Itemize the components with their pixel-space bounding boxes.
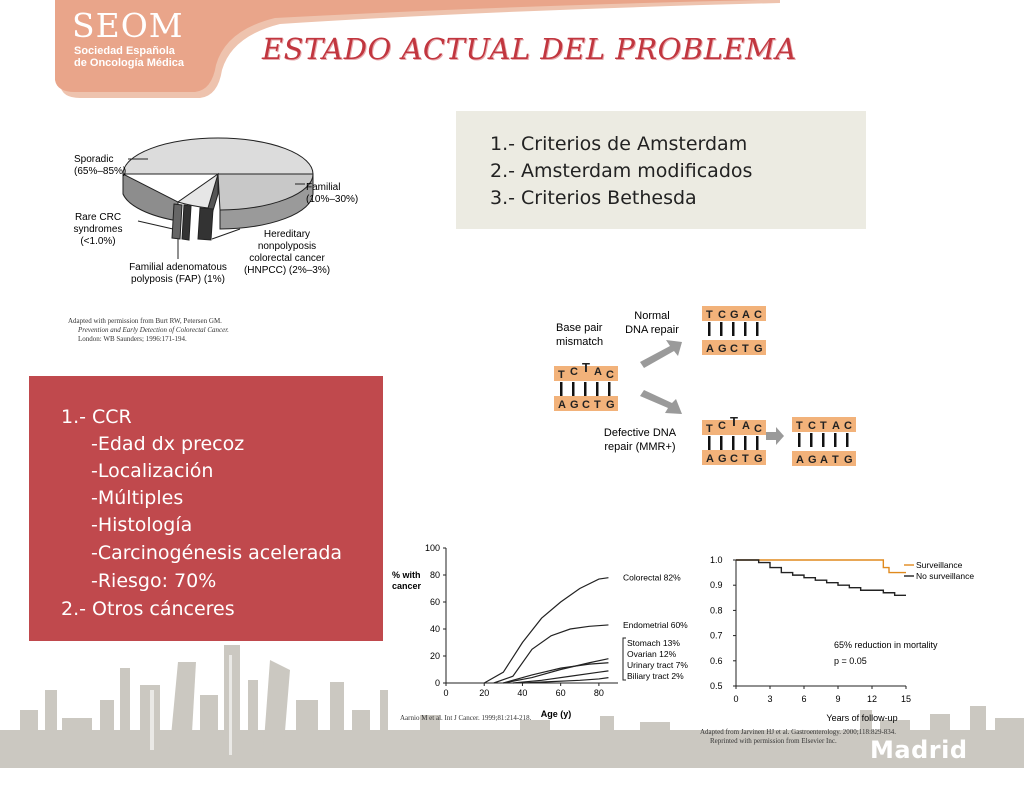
mismatch-top-base: T — [558, 369, 565, 381]
pie-label-hnpcc3: colorectal cancer — [249, 253, 325, 264]
chart2-xtick-label: 6 — [801, 694, 807, 704]
pie-label-familial: Familial — [306, 182, 341, 193]
defective-top-base: T — [706, 423, 713, 435]
page-title: ESTADO ACTUAL DEL PROBLEMA — [262, 32, 797, 66]
mismatch-top-base: C — [570, 366, 578, 378]
chart2-ytick-label: 1.0 — [710, 555, 723, 565]
result-rung — [810, 433, 813, 447]
result-bottom-base: A — [820, 454, 828, 466]
defective-top-base: T — [730, 414, 738, 429]
defective-rung — [744, 436, 747, 450]
mismatch-top-base: C — [606, 369, 614, 381]
result-top-base: C — [844, 420, 852, 432]
chart2-ytick-label: 0.9 — [710, 580, 723, 591]
dna-label-mismatch: mismatch — [556, 336, 604, 348]
chart2-legend — [904, 560, 974, 581]
chart1-label-colorectal: Colorectal 82% — [623, 572, 681, 583]
normal-bottom-base: C — [730, 343, 738, 355]
seom-logo: SEOM — [72, 6, 184, 45]
chart1-caption: Aarnio M et al. Int J Cancer. 1999;81:214-218. — [400, 714, 532, 722]
dna-label-normal: Normal — [634, 310, 670, 322]
chart1-ylabel-2: cancer — [392, 581, 422, 591]
result-top-base: T — [820, 420, 827, 432]
dna-label-base-pair: Base pair — [556, 322, 603, 334]
criteria-list — [456, 111, 866, 212]
normal-rung — [744, 322, 747, 336]
result-rung — [798, 433, 801, 447]
chart2-legend-label: No surveillance — [916, 571, 975, 581]
chart1-label-endometrial: Endometrial 60% — [623, 619, 688, 630]
normal-rung — [708, 322, 711, 336]
normal-top-base: C — [718, 309, 726, 321]
pie-caption: Adapted with permission from Burt RW, Petersen GM. Prevention and Early Detection of Colorectal Cancer. London: WB Saunders; 1996:171-194. — [68, 317, 229, 343]
mismatch-rung — [572, 382, 575, 396]
normal-top-base: G — [730, 309, 739, 321]
result-rung — [846, 433, 849, 447]
normal-top-base: T — [706, 309, 713, 321]
chart2-xtick-label: 3 — [767, 694, 773, 704]
defective-bottom-base: G — [718, 453, 727, 465]
arrow-normal-repair-icon — [640, 340, 682, 368]
result-rung — [822, 433, 825, 447]
ccr-item-localizacion: -Localización — [91, 460, 214, 482]
mismatch-rung — [608, 382, 611, 396]
mismatch-rung — [560, 382, 563, 396]
pie-label-hnpcc1: Hereditary — [263, 229, 311, 240]
ccr-box — [29, 376, 383, 641]
arrow-defective-repair-icon — [640, 390, 682, 414]
ccr-item-edad: -Edad dx precoz — [91, 433, 245, 455]
chart1-label-2: Stomach 13% — [627, 638, 680, 648]
ccr-footer: 2.- Otros cánceres — [61, 598, 235, 620]
footer-city: Madrid — [870, 736, 968, 764]
defective-top-base: C — [718, 420, 726, 432]
pie-label-fap2: polyposis (FAP) (1%) — [131, 274, 225, 285]
normal-bottom-base: T — [742, 343, 749, 355]
normal-top-base: A — [742, 309, 750, 321]
chart1-xtick-label: 80 — [593, 688, 604, 698]
normal-rung — [756, 322, 759, 336]
pie-label-rare3: (<1.0%) — [80, 236, 116, 247]
cumulative-incidence-chart — [388, 540, 708, 730]
chart1-series — [484, 578, 608, 683]
mismatch-top-base: A — [594, 366, 602, 378]
ccr-heading: 1.- CCR — [61, 406, 132, 428]
mismatch-bottom-base: C — [582, 399, 590, 411]
pie-label-hnpcc4: (HNPCC) (2%–3%) — [243, 265, 331, 276]
defective-top-base: C — [754, 423, 762, 435]
defective-bottom-base: A — [706, 453, 714, 465]
chart1-label-3: Ovarian 12% — [627, 649, 677, 659]
pie-chart-figure — [60, 104, 390, 344]
pie-label-hnpcc2: nonpolyposis — [257, 241, 317, 252]
criteria-item-amsterdam: 1.- Criterios de Amsterdam — [490, 133, 748, 155]
normal-bottom-base: G — [754, 343, 763, 355]
chart1-series-labels — [623, 573, 688, 681]
result-top-base: C — [808, 420, 816, 432]
criteria-item-bethesda: 3.- Criterios Bethesda — [490, 187, 697, 209]
chart1-ylabel-1: % with — [392, 570, 421, 580]
chart1-xlabel: Age (y) — [540, 709, 572, 719]
chart2-xtick-label: 15 — [900, 694, 912, 704]
chart2-caption: Adapted from Jarvinen HJ et al. Gastroenterology. 2000;118:829-834. Reprinted with permission from Elsevier Inc. — [700, 728, 897, 745]
normal-bottom-base: A — [706, 343, 714, 355]
chart1-axes — [425, 543, 618, 698]
chart1-xtick-label: 60 — [555, 688, 566, 698]
footer-year: 2010 — [870, 764, 934, 792]
chart2-legend-label: Surveillance — [916, 560, 963, 570]
result-top-base: T — [796, 420, 803, 432]
result-rung — [834, 433, 837, 447]
mismatch-bottom-base: G — [570, 399, 579, 411]
ccr-item-multiples: -Múltiples — [91, 487, 184, 509]
chart1-ytick-label: 100 — [424, 543, 440, 553]
chart2-annotation-reduction: 65% reduction in mortality — [834, 640, 938, 650]
defective-bottom-base: G — [754, 453, 763, 465]
dna-repair-diagram — [548, 300, 868, 475]
chart2-xtick-label: 0 — [733, 694, 739, 704]
chart1-xtick-label: 0 — [443, 688, 449, 698]
chart2-xtick-label: 9 — [835, 694, 841, 704]
chart1-series-line — [494, 625, 609, 683]
defective-top-base: A — [742, 420, 750, 432]
chart2-annotation-p: p = 0.05 — [834, 656, 867, 666]
normal-top-base: C — [754, 309, 762, 321]
chart1-bracket — [623, 638, 626, 680]
chart1-label-4: Urinary tract 7% — [627, 660, 688, 670]
chart1-ytick-label: 60 — [429, 597, 440, 607]
pie-3d-graphic — [123, 138, 313, 240]
defective-rung — [720, 436, 723, 450]
result-bottom-base: A — [796, 454, 804, 466]
defective-rung — [732, 436, 735, 450]
pie-label-rare2: syndromes — [73, 224, 123, 235]
chart1-ytick-label: 0 — [434, 678, 440, 688]
chart1-ytick-label: 80 — [429, 570, 440, 580]
criteria-box — [456, 111, 866, 229]
pie-label-sporadic: Sporadic — [74, 154, 114, 165]
footer-madrid-2010 — [870, 736, 1024, 792]
defective-bottom-base: C — [730, 453, 738, 465]
result-bottom-base: G — [844, 454, 853, 466]
chart2-ytick-label: 0.5 — [710, 681, 723, 691]
criteria-item-amsterdam-modified: 2.- Amsterdam modificados — [490, 160, 753, 182]
normal-bottom-base: G — [718, 343, 727, 355]
chart2-ytick-label: 0.7 — [710, 630, 723, 641]
dna-label-defective: Defective DNA — [603, 427, 677, 439]
mismatch-bottom-base: T — [594, 399, 601, 411]
pie-label-rare1: Rare CRC — [74, 212, 122, 223]
chart1-series-line — [484, 578, 608, 683]
arrow-result-icon — [766, 427, 784, 445]
mismatch-rung — [596, 382, 599, 396]
ccr-item-histologia: -Histología — [91, 514, 193, 536]
chart2-xtick-label: 12 — [866, 694, 878, 704]
chart2-ytick-label: 0.6 — [710, 655, 723, 666]
chart2-xlabel: Years of follow-up — [826, 713, 898, 723]
defective-rung — [756, 436, 759, 450]
chart1-label-5: Biliary tract 2% — [627, 671, 684, 681]
chart2-series — [736, 560, 906, 595]
chart2-series-line — [736, 560, 906, 595]
result-bottom-base: G — [808, 454, 817, 466]
chart1-xtick-label: 20 — [479, 688, 490, 698]
mismatch-top-base: T — [582, 360, 590, 375]
seom-logo-subtitle: Sociedad Española de Oncología Médica — [74, 45, 185, 69]
pie-label-familial-pct: (10%–30%) — [306, 194, 359, 205]
ccr-item-riesgo: -Riesgo: 70% — [91, 570, 217, 592]
ccr-item-carcinogenesis: -Carcinogénesis acelerada — [91, 542, 343, 564]
chart1-xtick-label: 40 — [517, 688, 528, 698]
dna-label-defective-repair: repair (MMR+) — [604, 441, 676, 453]
chart2-ytick-label: 0.8 — [710, 605, 723, 616]
mismatch-bottom-base: A — [558, 399, 566, 411]
normal-rung — [732, 322, 735, 336]
dna-label-normal-repair: DNA repair — [625, 324, 679, 336]
mismatch-bottom-base: G — [606, 399, 615, 411]
mismatch-rung — [584, 382, 587, 396]
normal-rung — [720, 322, 723, 336]
defective-bottom-base: T — [742, 453, 749, 465]
result-top-base: A — [832, 420, 840, 432]
defective-rung — [708, 436, 711, 450]
result-bottom-base: T — [832, 454, 839, 466]
chart1-ytick-label: 40 — [429, 624, 440, 634]
chart1-ytick-label: 20 — [429, 651, 440, 661]
survival-chart — [700, 548, 1000, 728]
pie-label-fap1: Familial adenomatous — [129, 262, 227, 273]
pie-label-sporadic-pct: (65%–85%) — [74, 166, 127, 177]
